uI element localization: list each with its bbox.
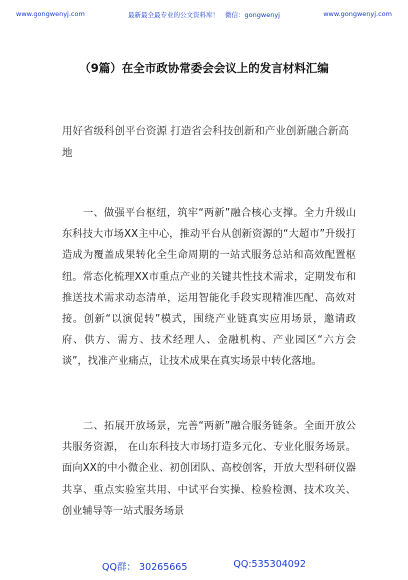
page-header [16, 2, 392, 26]
document-subtitle: 用好省级科创平台资源 打造省会科技创新和产业创新融合新高地 [62, 125, 349, 159]
qq-group-text: QQ群： 30265665 [102, 562, 188, 573]
paragraph-2: 二、拓展开放场景，完善“两新”融合服务链条。全面开放公共服务资源， 在山东科技大市场打造多元化、专业化服务场景。面向XX的中小微企业、初创团队、高校创客，开放大型科研仪器共享、重点实验室共用、中试平台实操、检验检测、技术攻关、创业辅导等一站式服务场景 [62, 421, 356, 517]
wechat-label: 微信：gongwenyj [225, 10, 280, 19]
site-link-left[interactable]: www.gongwenyj.com [16, 10, 85, 18]
site-link-right[interactable]: www.gongwenyj.com [323, 10, 392, 18]
qq-contact-text: QQ:535304092 [233, 559, 306, 570]
header-promo-group [128, 10, 280, 19]
document-title: （9篇）在全市政协常委会会议上的发言材料汇编 [79, 61, 329, 75]
paragraph-1: 一、做强平台枢纽，筑牢“两新”融合核心支撑。全力升级山东科技大市场XX主中心，推动平台从创新资源的“大超市”升级打造成为覆盖成果转化全生命周期的一站式服务总站和高效配置枢纽。常态化梳理XX市重点产业的关键共性技术需求，定期发布和推送技术需求动态清单，运用智能化手段实现精准匹配、高效对接。创新“以演促转”模式，围绕产业链真实应用场景，邀请政府、供方、需方、技术经理人、金融机构、产业园区“六方会谈”，找准产业痛点，让技术成果在真实场景中转化落地。 [62, 208, 356, 368]
promo-text: 最新最全最专业的公文资料库！ [128, 10, 220, 19]
page-footer [0, 559, 408, 573]
